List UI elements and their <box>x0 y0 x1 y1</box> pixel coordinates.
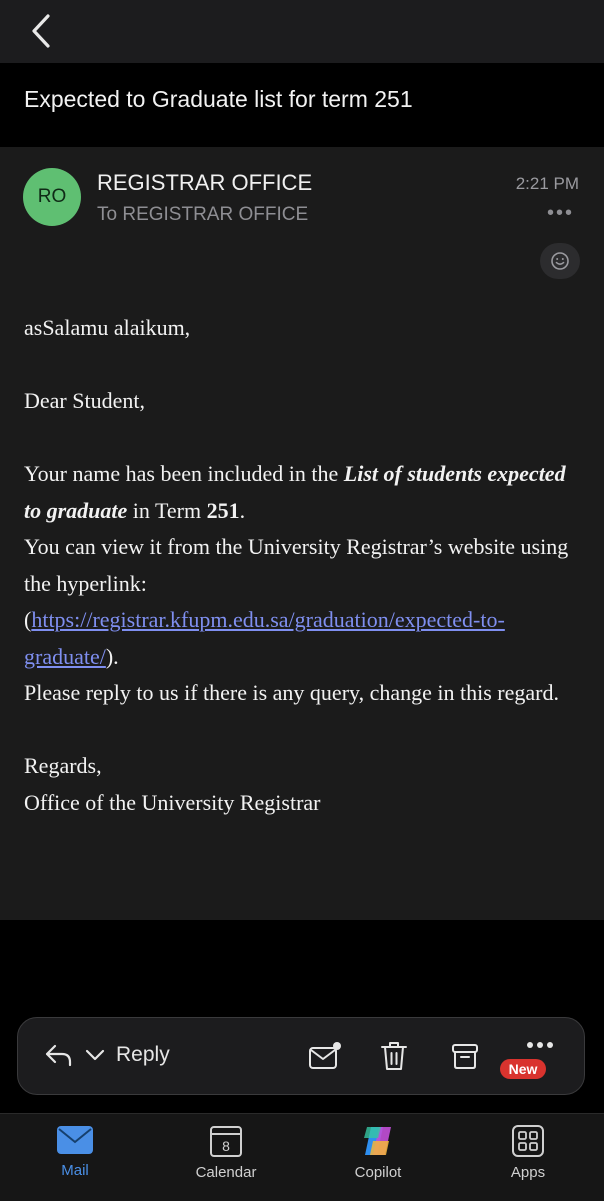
greeting: asSalamu alaikum, <box>24 315 191 340</box>
body-paragraph-2: You can view it from the University Registrar’s website using the hyperlink: (https://registrar.kfupm.edu.sa/graduation/expected-to-graduate/). <box>24 534 569 669</box>
avatar[interactable]: RO <box>23 168 81 226</box>
new-badge: New <box>500 1059 546 1079</box>
smiley-icon <box>550 251 570 271</box>
apps-icon <box>511 1124 545 1158</box>
copilot-icon <box>359 1124 397 1158</box>
body-paragraph-3: Please reply to us if there is any query, change in this regard. <box>24 680 559 705</box>
tab-apps[interactable]: Apps <box>473 1124 583 1181</box>
more-icon[interactable] <box>526 1038 554 1052</box>
message-more-button[interactable]: ••• <box>546 202 574 224</box>
tab-mail[interactable]: Mail <box>20 1124 130 1179</box>
archive-icon[interactable] <box>450 1040 480 1072</box>
reaction-button[interactable] <box>540 243 580 279</box>
tab-calendar[interactable]: 8 Calendar <box>171 1124 281 1181</box>
trash-icon[interactable] <box>379 1040 409 1072</box>
reply-label: Reply <box>116 1043 170 1066</box>
recipient-line: To REGISTRAR OFFICE <box>97 204 309 225</box>
message-time: 2:21 PM <box>515 174 579 193</box>
back-button[interactable] <box>26 12 60 50</box>
top-bar <box>0 0 604 63</box>
chevron-left-icon <box>26 12 60 50</box>
tab-bar <box>0 1113 604 1201</box>
reply-icon <box>44 1042 74 1068</box>
body-paragraph-1: Your name has been included in the List of students expected to graduate in Term 251. <box>24 461 566 523</box>
mark-unread-icon[interactable] <box>308 1040 342 1072</box>
list-name: List of students expected to graduate <box>24 461 566 523</box>
reply-button[interactable] <box>44 1042 170 1068</box>
signature: Office of the University Registrar <box>24 789 321 815</box>
closing: Regards, <box>24 753 102 778</box>
chevron-down-icon[interactable] <box>84 1048 106 1062</box>
term-number: 251 <box>206 497 240 523</box>
tab-copilot[interactable]: Copilot <box>323 1124 433 1181</box>
salutation: Dear Student, <box>24 388 145 413</box>
calendar-icon <box>209 1124 243 1158</box>
email-subject: Expected to Graduate list for term 251 <box>24 86 413 112</box>
action-bar <box>17 1017 585 1095</box>
registrar-link[interactable]: https://registrar.kfupm.edu.sa/graduation/expected-to-graduate/ <box>24 607 505 669</box>
email-body <box>24 310 584 821</box>
calendar-date: 8 <box>222 1138 230 1154</box>
sender-name[interactable]: REGISTRAR OFFICE <box>97 170 313 195</box>
mail-icon <box>56 1124 94 1156</box>
